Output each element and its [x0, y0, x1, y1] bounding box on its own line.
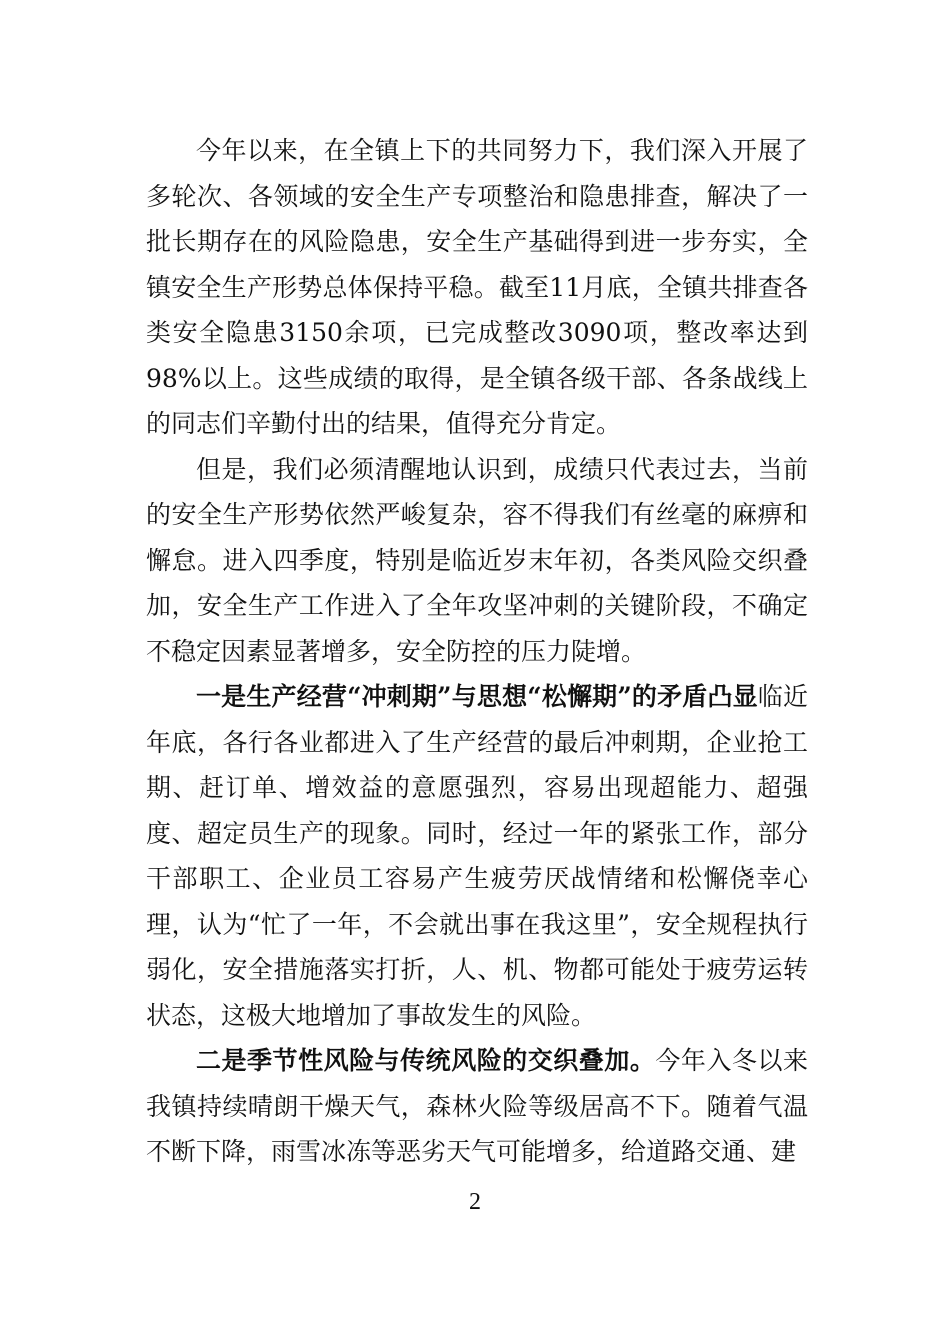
paragraph-text: 临近年底，各行各业都进入了生产经营的最后冲刺期，企业抢工期、赶订单、增效益的意愿强烈，容易出现超能力、超强度、超定员生产的现象。同时，经过一年的紧张工作，部分干部职工、企业员工容易产生疲劳厌战情绪和松懈侥幸心理，认为“忙了一年，不会就出事在我这里”，安全规程执行弱化，安全措施落实打折，人、机、物都可能处于疲劳运转状态，这极大地增加了事故发生的风险。	[146, 682, 808, 1030]
paragraph-lead-heading: 二是季节性风险与传统风险的交织叠加。	[196, 1046, 656, 1075]
paragraph-situation	[146, 447, 808, 675]
page-number: 2	[469, 1189, 481, 1215]
paragraph-point-one	[146, 674, 808, 1038]
paragraph-text: 今年入冬以来我镇持续晴朗干燥天气，森林火险等级居高不下。随着气温不断下降，雨雪冰冻等恶劣天气可能增多，给道路交通、建	[146, 1046, 808, 1166]
paragraph-text: 今年以来，在全镇上下的共同努力下，我们深入开展了多轮次、各领域的安全生产专项整治和隐患排查，解决了一批长期存在的风险隐患，安全生产基础得到进一步夯实，全镇安全生产形势总体保持平稳。截至11月底，全镇共排查各类安全隐患3150余项，已完成整改3090项，整改率达到98%以上。这些成绩的取得，是全镇各级干部、各条战线上的同志们辛勤付出的结果，值得充分肯定。	[146, 136, 808, 438]
paragraph-text: 但是，我们必须清醒地认识到，成绩只代表过去，当前的安全生产形势依然严峻复杂，容不得我们有丝毫的麻痹和懈怠。进入四季度，特别是临近岁末年初，各类风险交织叠加，安全生产工作进入了全年攻坚冲刺的关键阶段，不确定不稳定因素显著增多，安全防控的压力陡增。	[146, 454, 808, 666]
paragraph-point-two	[146, 1038, 808, 1175]
document-body	[146, 128, 808, 1175]
paragraph-lead-heading: 一是生产经营“冲刺期”与思想“松懈期”的矛盾凸显	[196, 682, 758, 711]
paragraph-achievements	[146, 128, 808, 447]
